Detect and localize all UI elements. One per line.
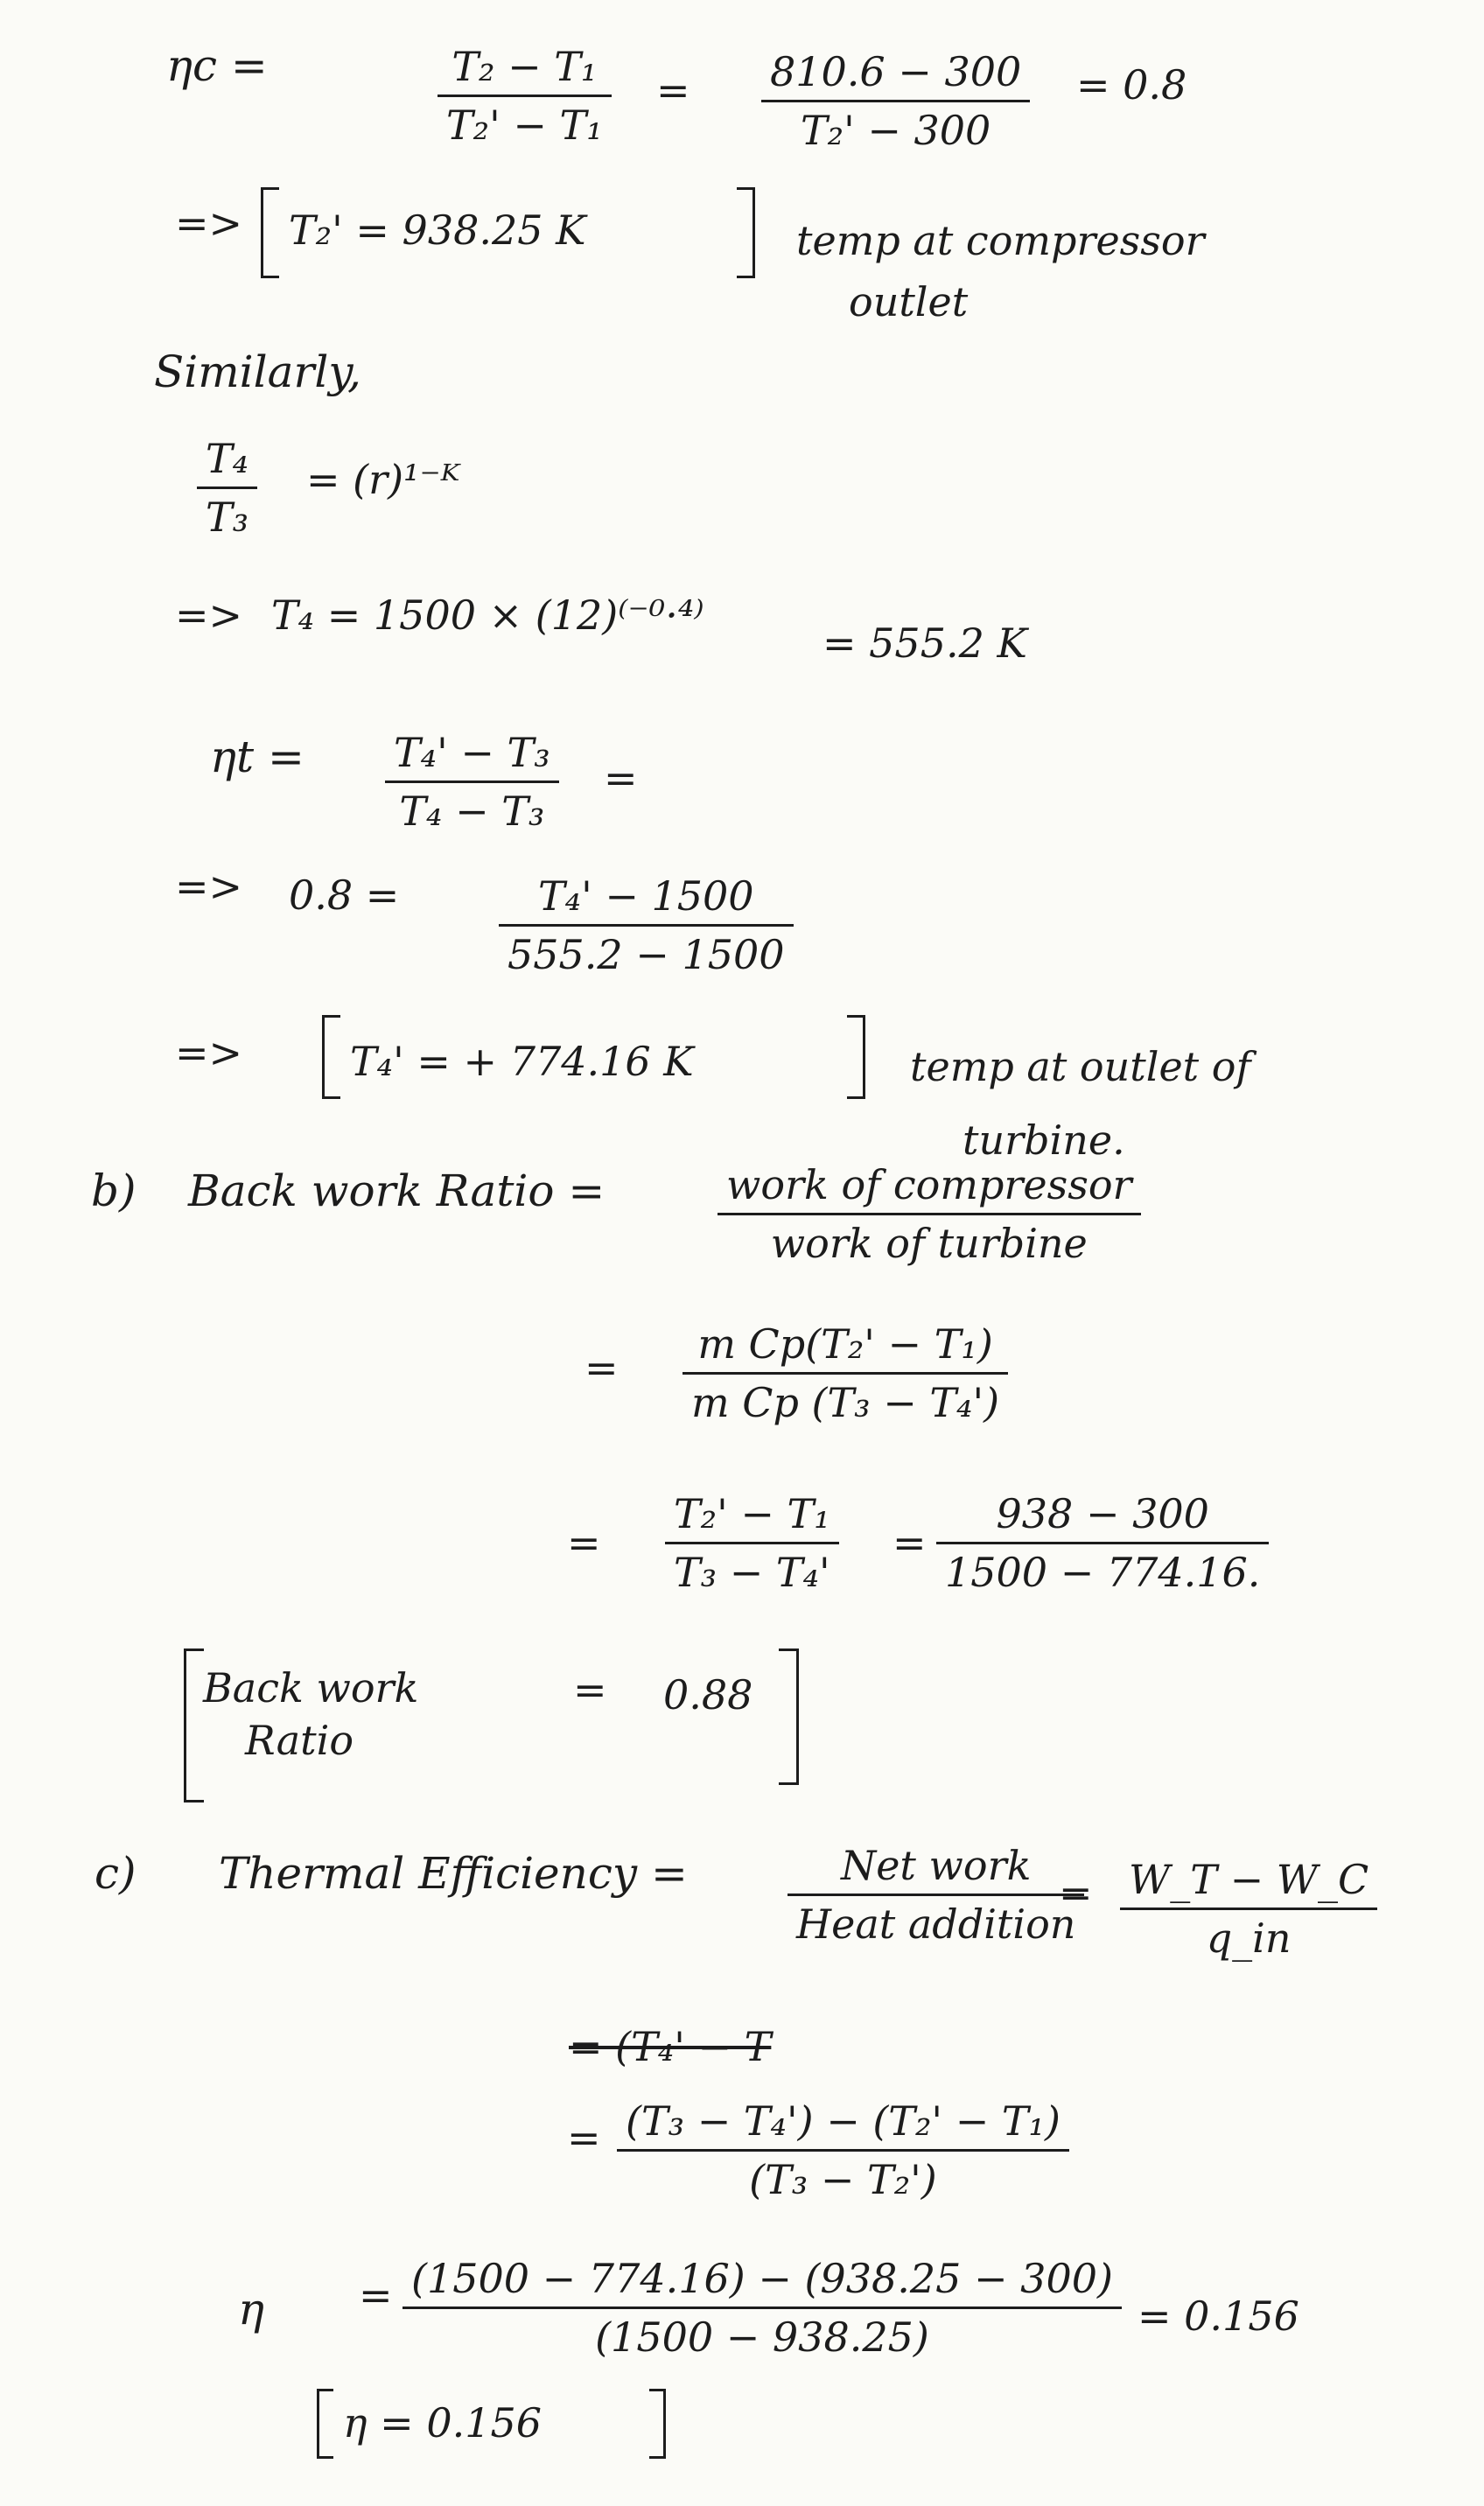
fraction-denominator: T₂' − T₁ (446, 102, 603, 150)
eta-t-numeric-fraction (499, 872, 794, 979)
equals-sign: = (573, 1666, 607, 1713)
eta-c-label: ηc = (166, 40, 268, 91)
final-efficiency-result: η = 0.156 (343, 2399, 542, 2446)
bracket-left (184, 1648, 204, 1802)
implies-arrow: => (175, 592, 243, 639)
thermal-efficiency-value: = 0.156 (1138, 2292, 1299, 2340)
bracket-left (261, 187, 279, 278)
efficiency-temperature-fraction (617, 2097, 1069, 2204)
equals-sign: = (567, 2114, 601, 2161)
fraction-bar (499, 924, 794, 927)
fraction-denominator: T₃ − T₄' (674, 1549, 830, 1597)
fraction-denominator: (1500 − 938.25) (595, 2314, 929, 2362)
eta-c-numeric-fraction (761, 48, 1030, 155)
bracket-left (317, 2389, 333, 2459)
fraction-bar (761, 100, 1030, 102)
thermal-efficiency-title: Thermal Efficiency = (219, 1848, 688, 1899)
bwr-mcp-fraction (682, 1320, 1008, 1427)
bwr-temperature-fraction (665, 1490, 839, 1597)
fraction-numerator: Net work (840, 1842, 1032, 1889)
eta-t-value-lhs: 0.8 = (289, 872, 400, 919)
t4-value: = 555.2 K (822, 620, 1027, 667)
fraction-numerator: 810.6 − 300 (770, 48, 1022, 95)
t4-prime-result: T₄' = + 774.16 K (350, 1038, 694, 1085)
fraction-denominator: 555.2 − 1500 (508, 931, 785, 979)
compressor-note-line1: temp at compressor (796, 217, 1205, 264)
t4-equation: T₄ = 1500 × (12)⁽⁻⁰·⁴⁾ (271, 592, 704, 639)
fraction-numerator: T₄' − T₃ (394, 729, 550, 776)
fraction-numerator: T₄ (206, 435, 249, 482)
fraction-bar (718, 1213, 1141, 1215)
fraction-denominator: T₂' − 300 (800, 107, 991, 155)
equals-sign: = (1059, 1869, 1093, 1916)
fraction-denominator: q_in (1206, 1914, 1292, 1963)
equals-sign: = (656, 66, 690, 114)
turbine-note-line1: temp at outlet of (910, 1043, 1251, 1090)
fraction-numerator: (1500 − 774.16) − (938.25 − 300) (411, 2255, 1113, 2302)
fraction-bar (665, 1542, 839, 1544)
part-c-label: c) (94, 1848, 136, 1899)
fraction-bar (617, 2149, 1069, 2152)
bwr-definition-fraction (718, 1161, 1141, 1268)
fraction-denominator: m Cp (T₃ − T₄') (691, 1379, 1000, 1427)
equals-sign: = (892, 1519, 927, 1566)
fraction-numerator: (T₃ − T₄') − (T₂' − T₁) (626, 2097, 1060, 2145)
fraction-numerator: work of compressor (726, 1161, 1132, 1208)
efficiency-work-fraction (1120, 1856, 1377, 1963)
turbine-note-line2: turbine. (962, 1116, 1125, 1164)
fraction-bar (402, 2306, 1122, 2309)
eta-symbol: η (238, 2284, 264, 2334)
equals-sign: = (567, 1519, 601, 1566)
implies-arrow: => (175, 863, 243, 910)
eta-c-value: = 0.8 (1076, 61, 1187, 108)
struck-out-text (569, 2023, 772, 2070)
bracket-right (779, 1648, 799, 1785)
t2-prime-result: T₂' = 938.25 K (289, 206, 586, 254)
equals-sign: = (359, 2272, 393, 2319)
t4-t3-fraction (197, 435, 257, 542)
efficiency-numeric-fraction (402, 2255, 1122, 2362)
equals-sign: = (604, 754, 638, 802)
fraction-bar (1120, 1908, 1377, 1910)
fraction-bar (385, 780, 559, 783)
implies-arrow: => (175, 200, 243, 247)
similarly-text: Similarly, (154, 346, 361, 397)
fraction-bar (197, 486, 257, 489)
boxed-label-line1: Back work (203, 1664, 419, 1712)
bracket-right (649, 2389, 666, 2459)
fraction-denominator: T₄ − T₃ (399, 788, 545, 836)
isentropic-relation: = (r)¹⁻ᴷ (306, 456, 460, 503)
boxed-label-line2: Ratio (245, 1717, 354, 1764)
fraction-bar (936, 1542, 1269, 1544)
bracket-right (737, 187, 755, 278)
fraction-bar (438, 94, 612, 97)
fraction-denominator: 1500 − 774.16. (945, 1549, 1261, 1597)
fraction-denominator: Heat addition (796, 1900, 1076, 1949)
fraction-numerator: 938 − 300 (996, 1490, 1209, 1537)
equals-sign: = (584, 1344, 619, 1391)
efficiency-definition-fraction (788, 1842, 1084, 1949)
fraction-numerator: T₂' − T₁ (674, 1490, 830, 1537)
fraction-denominator: T₃ (206, 494, 249, 542)
fraction-bar (788, 1894, 1084, 1896)
eta-c-definition-fraction (438, 43, 612, 150)
compressor-note-line2: outlet (849, 278, 969, 326)
fraction-denominator: (T₃ − T₂') (749, 2156, 937, 2204)
bracket-left (322, 1015, 340, 1099)
fraction-numerator: T₂ − T₁ (452, 43, 598, 90)
fraction-denominator: work of turbine (770, 1220, 1088, 1268)
back-work-ratio-title: Back work Ratio = (188, 1166, 606, 1216)
eta-t-definition-fraction (385, 729, 559, 836)
eta-t-label: ηt = (210, 732, 304, 782)
back-work-ratio-value: 0.88 (663, 1671, 753, 1718)
bracket-right (847, 1015, 865, 1099)
fraction-bar (682, 1372, 1008, 1375)
struck-out-expression: = (T₄' − T (569, 2023, 772, 2070)
fraction-numerator: m Cp(T₂' − T₁) (697, 1320, 993, 1368)
fraction-numerator: W_T − W_C (1129, 1856, 1369, 1903)
part-b-label: b) (91, 1166, 136, 1216)
implies-arrow: => (175, 1029, 243, 1076)
fraction-numerator: T₄' − 1500 (537, 872, 754, 920)
bwr-numeric-fraction (936, 1490, 1269, 1597)
